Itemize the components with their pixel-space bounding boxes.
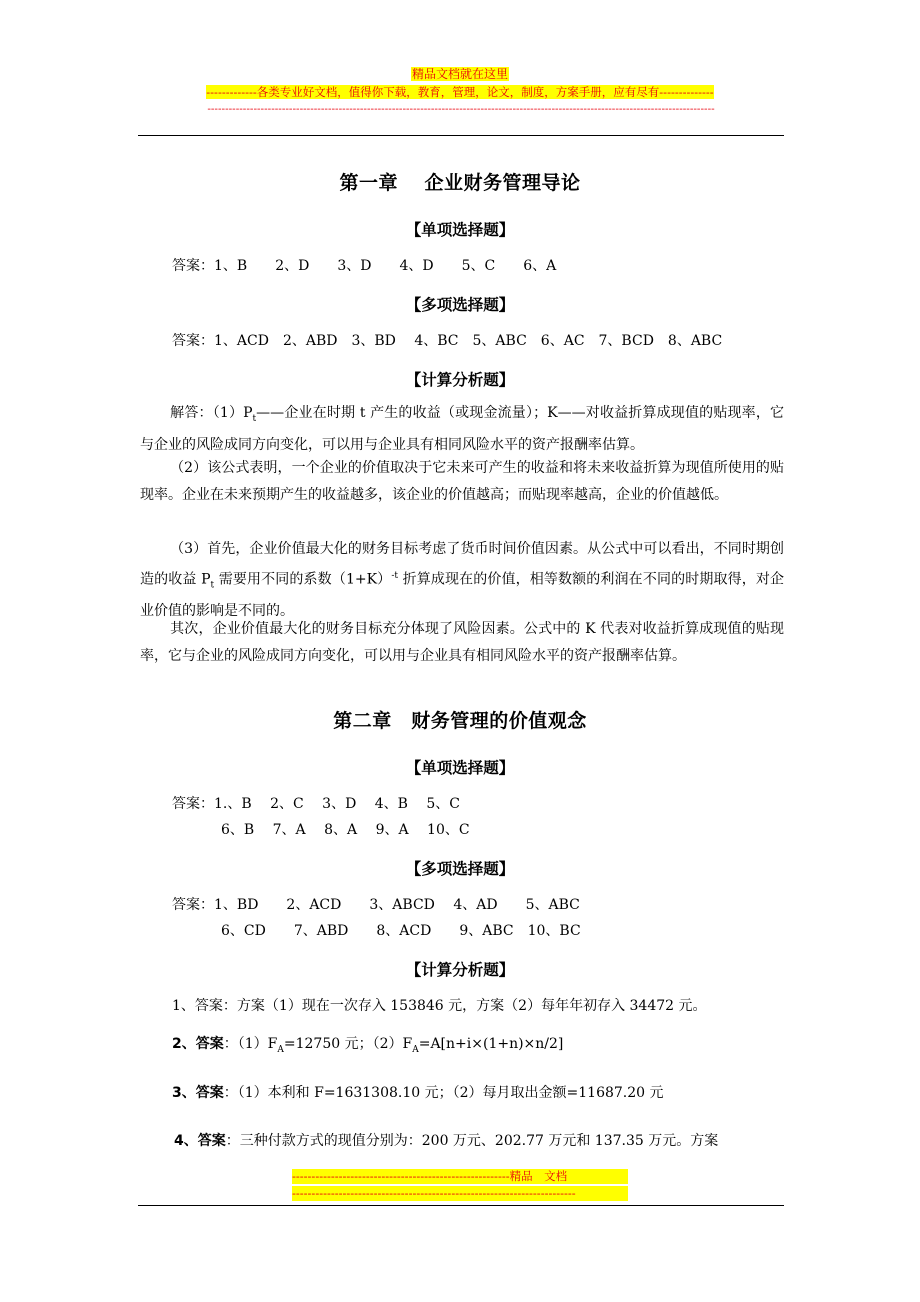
ch1-answer-paragraph-4: 其次，企业价值最大化的财务目标充分体现了风险因素。公式中的 K 代表对收益折算成现值的贴现率，它与企业的风险成同方向变化，可以用与企业具有相同风险水平的资产报酬率估算。 [140, 621, 784, 664]
ch1-answer-paragraph-2: （2）该公式表明，一个企业的价值取决于它未来可产生的收益和将未来收益折算为现值所使用的贴现率。企业在未来预期产生的收益越多，该企业的价值越高；而贴现率越高，企业的价值越低。 [140, 460, 784, 503]
ch2-answer-2: 2、答案：$(1)F_A=12750$ 元；$(2)F_A=A[n+i\times(1+n)\times n/2]$ [172, 1036, 564, 1055]
ch2-single-choice-answers-row-1: 答案：1.、B 2、C 3、D 4、B 5、C [172, 796, 461, 812]
ch2-calc-heading: 【计算分析题】 [405, 961, 515, 979]
ch1-multi-choice-heading: 【多项选择题】 [405, 296, 515, 314]
ch2-multi-choice-answers-row-2: 6、CD 7、ABD 8、ACD 9、ABC 10、BC [221, 923, 581, 939]
ch1-single-choice-answers: 答案：1、B 2、D 3、D 4、D 5、C 6、A [172, 258, 557, 274]
ch2-answer-3: 3、答案：（1）本利和 F=1631308.10 元；（2）每月取出金额=11687.20 元 [172, 1085, 664, 1101]
header-tagline: -------------各类专业好文档，值得你下载，教育，管理，论文，制度，方案手册，应有尽有-------------- [206, 85, 714, 99]
header-title: 精品文档就在这里 [411, 67, 508, 81]
ch2-single-choice-heading: 【单项选择题】 [405, 759, 515, 777]
ch2-single-choice-answers-row-2: 6、B 7、A 8、A 9、A 10、C [221, 822, 470, 838]
ch1-answer-paragraph-1: 解答：$(1)P_t——$企业在时期 t 产生的收益（或现金流量）；K——对收益折算成现值的贴现率，它与企业的风险成同方向变化，可以用与企业具有相同风险水平的资产报酬率估算。 [140, 405, 785, 454]
header-dashes: ----------------------------------------------------------------------------------------------------------------------------------------------- [207, 103, 715, 115]
chapter-1-title: 第一章 企业财务管理导论 [339, 172, 581, 194]
footer-rule [138, 1205, 784, 1206]
ch2-multi-choice-answers-row-1: 答案：1、BD 2、ACD 3、ABCD 4、AD 5、ABC [172, 897, 580, 913]
ch1-single-choice-heading: 【单项选择题】 [405, 221, 515, 239]
ch1-answer-paragraph-3: （3）首先，企业价值最大化的财务目标考虑了货币时间价值因素。从公式中可以看出，不同时期创造的收益 $P_t$ 需要用不同的系数$(1+K)^{-t}$ 折算成现在的价值，相等数额的利润在不同的时期取得，对企业价值的影响是不同的。 [140, 541, 785, 620]
ch1-multi-choice-answers: 答案：1、ACD 2、ABD 3、BD 4、BC 5、ABC 6、AC 7、BCD 8、ABC [172, 333, 723, 349]
footer-banner [292, 1169, 628, 1201]
ch2-answer-4: 4、答案：三种付款方式的现值分别为：200 万元、202.77 万元和 137.35 万元。方案 [174, 1133, 719, 1149]
footer-line-2: ------------------------------------------------------------------------- [292, 1186, 628, 1201]
footer-line-1: --------------------------------------------------------精品 文档 [292, 1169, 628, 1184]
header-rule [138, 135, 784, 136]
ch2-answer-1: 1、答案：方案（1）现在一次存入 153846 元，方案（2）每年年初存入 34472 元。 [172, 998, 707, 1014]
ch2-multi-choice-heading: 【多项选择题】 [405, 860, 515, 878]
chapter-2-title: 第二章 财务管理的价值观念 [333, 710, 587, 732]
ch1-calc-heading: 【计算分析题】 [405, 371, 515, 389]
